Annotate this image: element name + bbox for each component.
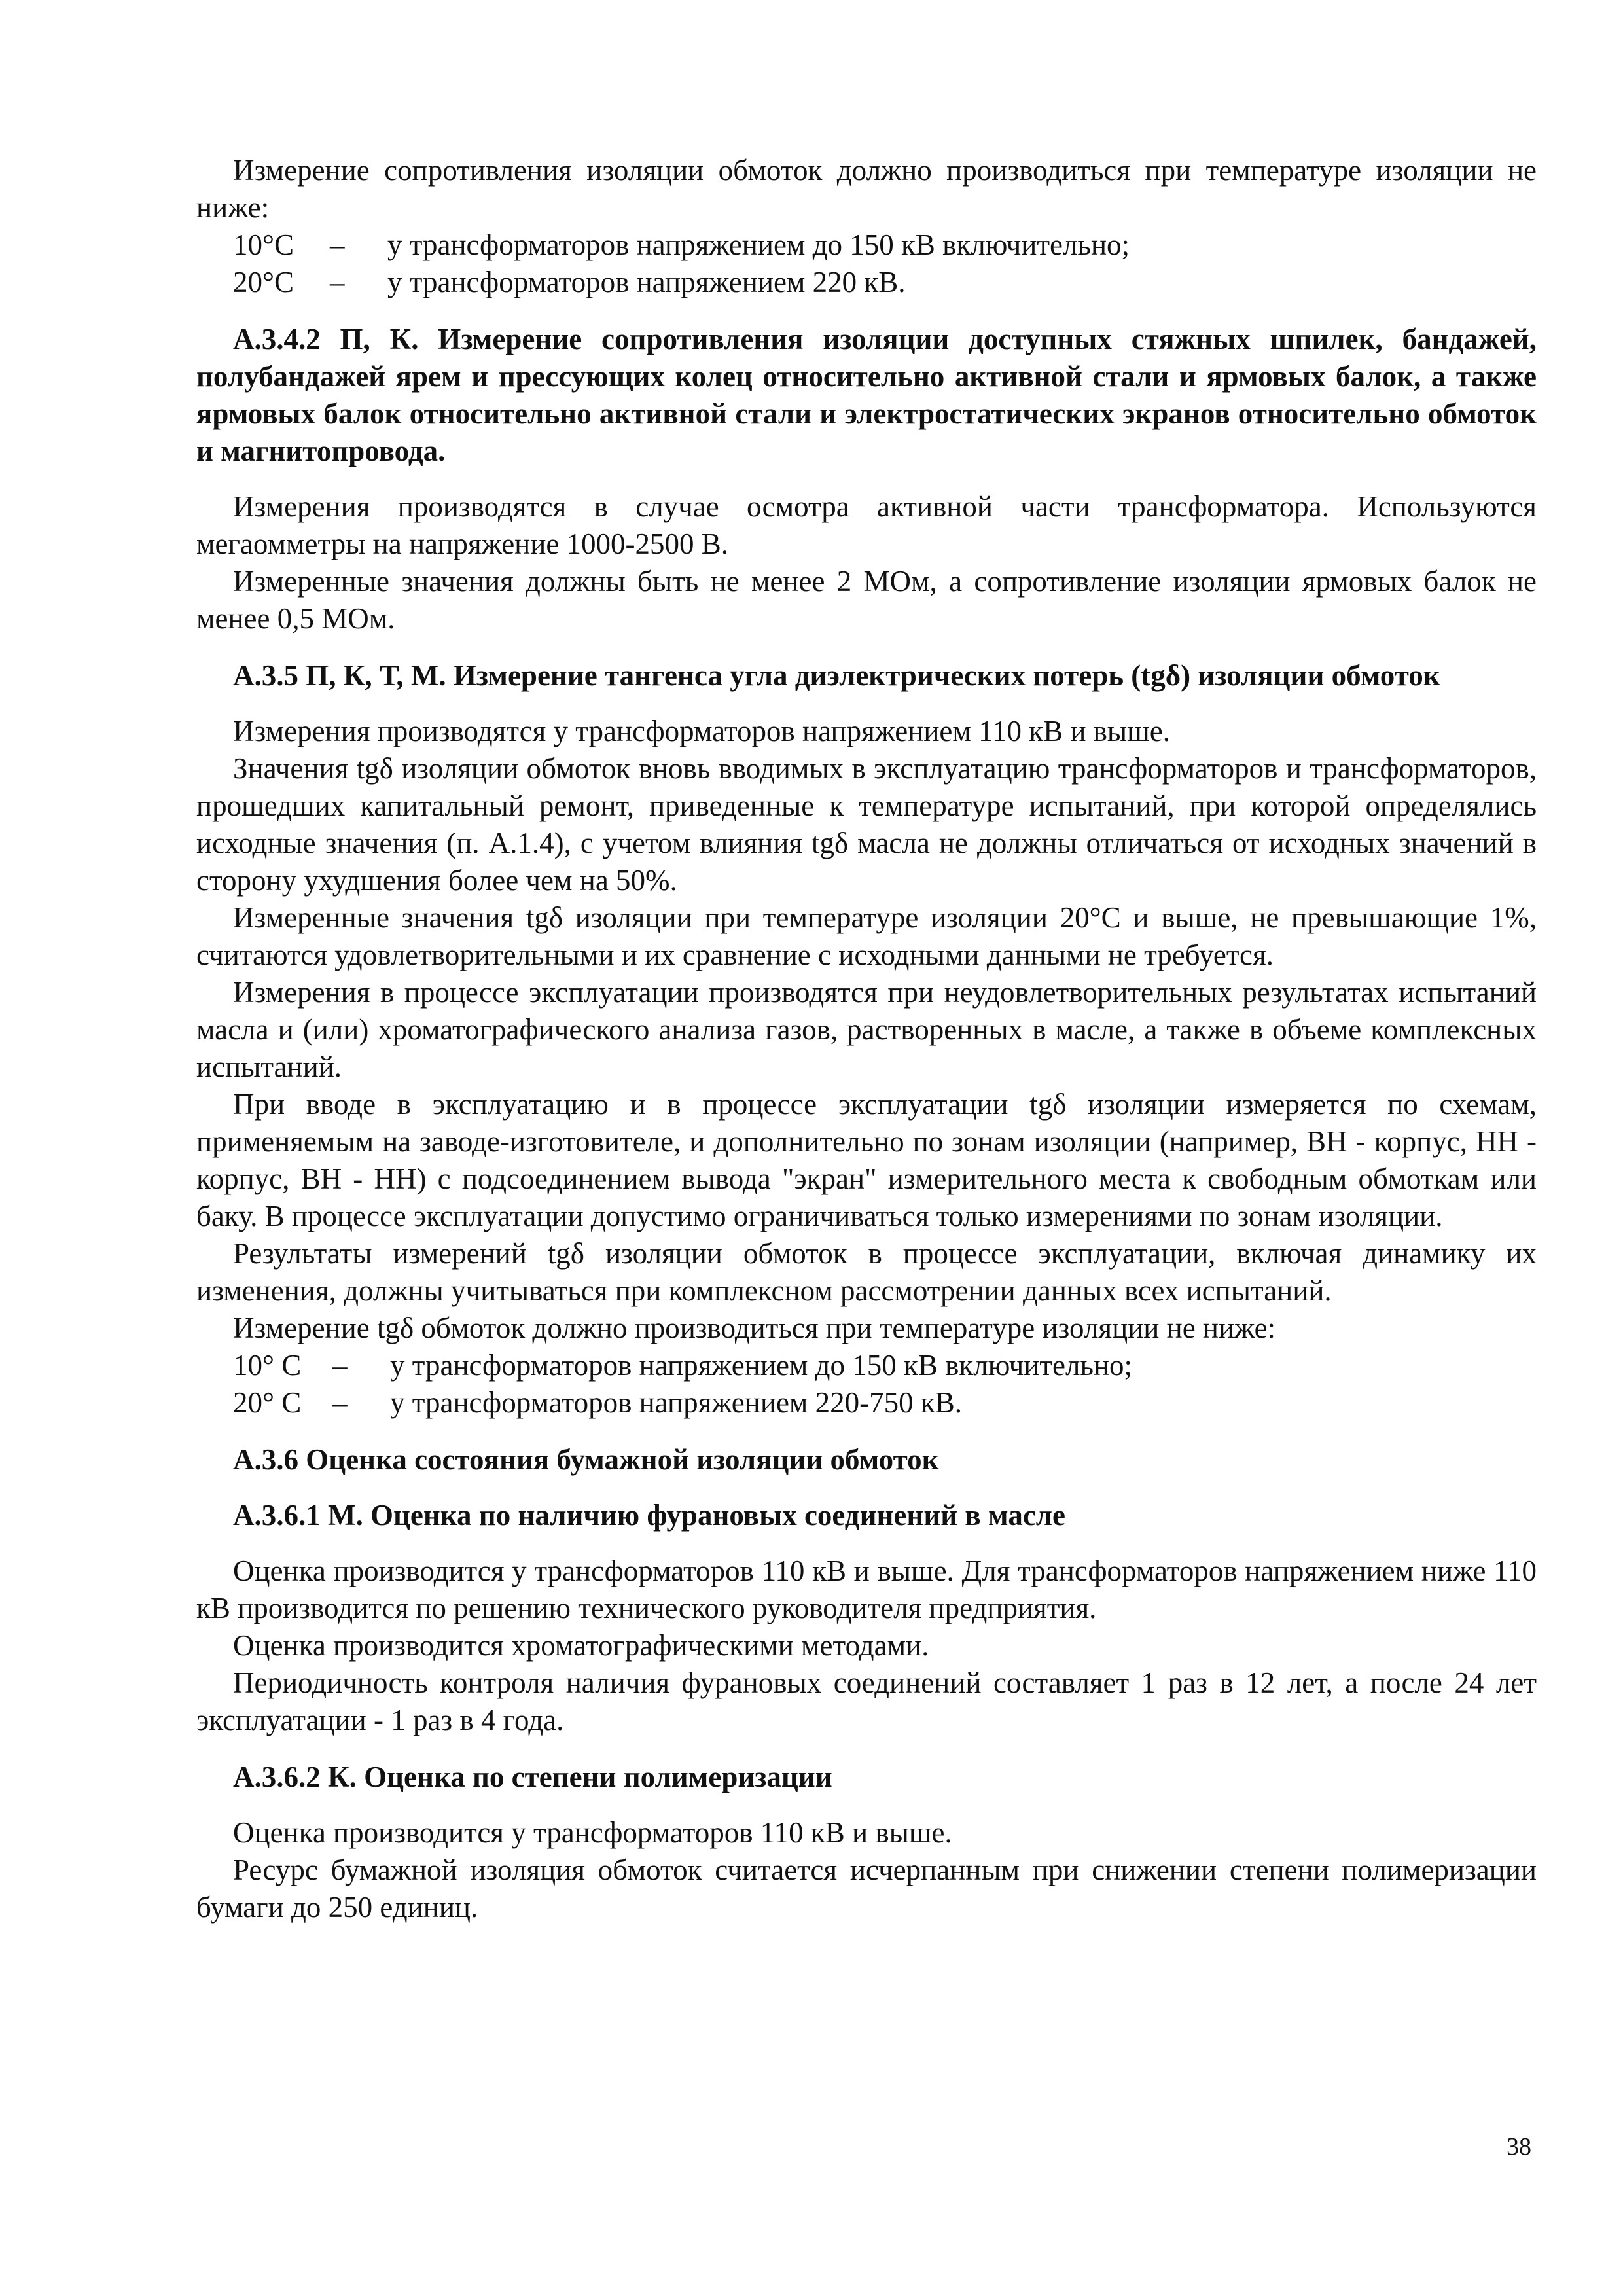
temperature-row [196,1347,1537,1384]
paragraph: Результаты измерений tgδ изоляции обмоток в процессе эксплуатации, включая динамику их изменения, должны учитываться при комплексном рассмотрении данных всех испытаний. [196,1237,1537,1307]
section-heading: А.3.6 Оценка состояния бумажной изоляции обмоток [233,1443,939,1476]
temperature-row [196,1384,1537,1422]
paragraph: Измерение сопротивления изоляции обмоток должно производиться при температуре изоляции не ниже: [196,154,1537,224]
section-heading: А.3.5 П, К, Т, М. Измерение тангенса угла диэлектрических потерь (tgδ) изоляции обмоток [233,659,1440,692]
temperature-row [196,226,1537,264]
paragraph: При вводе в эксплуатацию и в процессе эксплуатации tgδ изоляции измеряется по схемам, применяемым на заводе-изготовителе, и дополнительно по зонам изоляции (например, ВН - корпус, НН - корпус, ВН - НН) с подсоединением вывода "экран" измерительного места к свободным обмоткам или баку. В процессе эксплуатации допустимо ограничиваться только измерениями по зонам изоляции. [196,1088,1537,1232]
paragraph: Измеренные значения tgδ изоляции при температуре изоляции 20°С и выше, не превышающие 1%, считаются удовлетворительными и их сравнение с исходными данными не требуется. [196,901,1537,971]
paragraph: Оценка производится хроматографическими методами. [233,1629,929,1662]
temperature-condition: у трансформаторов напряжением 220 кВ. [387,266,906,298]
temperature-condition: у трансформаторов напряжением до 150 кВ включительно; [390,1349,1133,1382]
document-body [196,152,1537,1926]
paragraph: Измеренные значения должны быть не менее 2 МОм, а сопротивление изоляции ярмовых балок не менее 0,5 МОм. [196,565,1537,635]
paragraph: Оценка производится у трансформаторов 110 кВ и выше. Для трансформаторов напряжением ниже 110 кВ производится по решению технического руководителя предприятия. [196,1554,1537,1624]
paragraph: Ресурс бумажной изоляция обмоток считается исчерпанным при снижении степени полимеризации бумаги до 250 единиц. [196,1854,1537,1924]
dash: – [330,228,345,261]
temperature-value: 10°С [233,228,294,261]
section-heading: А.3.6.1 М. Оценка по наличию фурановых соединений в масле [233,1499,1066,1532]
paragraph: Измерения производятся у трансформаторов напряжением 110 кВ и выше. [233,715,1171,747]
temperature-row [196,264,1537,301]
section-heading: А.3.4.2 П, К. Измерение сопротивления изоляции доступных стяжных шпилек, бандажей, полубандажей ярем и прессующих колец относительно активной стали и ярмовых балок, а также ярмовых балок относительно активной стали и электростатических экранов относительно обмоток и магнитопровода. [196,323,1537,467]
paragraph: Значения tgδ изоляции обмоток вновь вводимых в эксплуатацию трансформаторов и трансформаторов, прошедших капитальный ремонт, приведенные к температуре испытаний, при которой определялись исходные значения (п. А.1.4), с учетом влияния tgδ масла не должны отличаться от исходных значений в сторону ухудшения более чем на 50%. [196,752,1537,897]
temperature-condition: у трансформаторов напряжением 220-750 кВ. [390,1386,963,1419]
temperature-value: 10° С [233,1349,302,1382]
paragraph: Оценка производится у трансформаторов 110 кВ и выше. [233,1816,952,1849]
page-number: 38 [1507,2133,1531,2161]
temperature-value: 20°С [233,266,294,298]
section-heading: А.3.6.2 К. Оценка по степени полимеризации [233,1761,832,1793]
dash: – [330,266,345,298]
dash: – [332,1349,348,1382]
temperature-value: 20° С [233,1386,302,1419]
paragraph: Измерения в процессе эксплуатации производятся при неудовлетворительных результатах испытаний масла и (или) хроматографического анализа газов, растворенных в масле, а также в объеме комплексных испытаний. [196,976,1537,1083]
paragraph: Измерения производятся в случае осмотра активной части трансформатора. Используются мегаомметры на напряжение 1000-2500 В. [196,490,1537,560]
temperature-condition: у трансформаторов напряжением до 150 кВ включительно; [387,228,1130,261]
dash: – [332,1386,348,1419]
paragraph: Измерение tgδ обмоток должно производиться при температуре изоляции не ниже: [233,1312,1276,1344]
paragraph: Периодичность контроля наличия фурановых соединений составляет 1 раз в 12 лет, а после 24 лет эксплуатации - 1 раз в 4 года. [196,1666,1537,1736]
